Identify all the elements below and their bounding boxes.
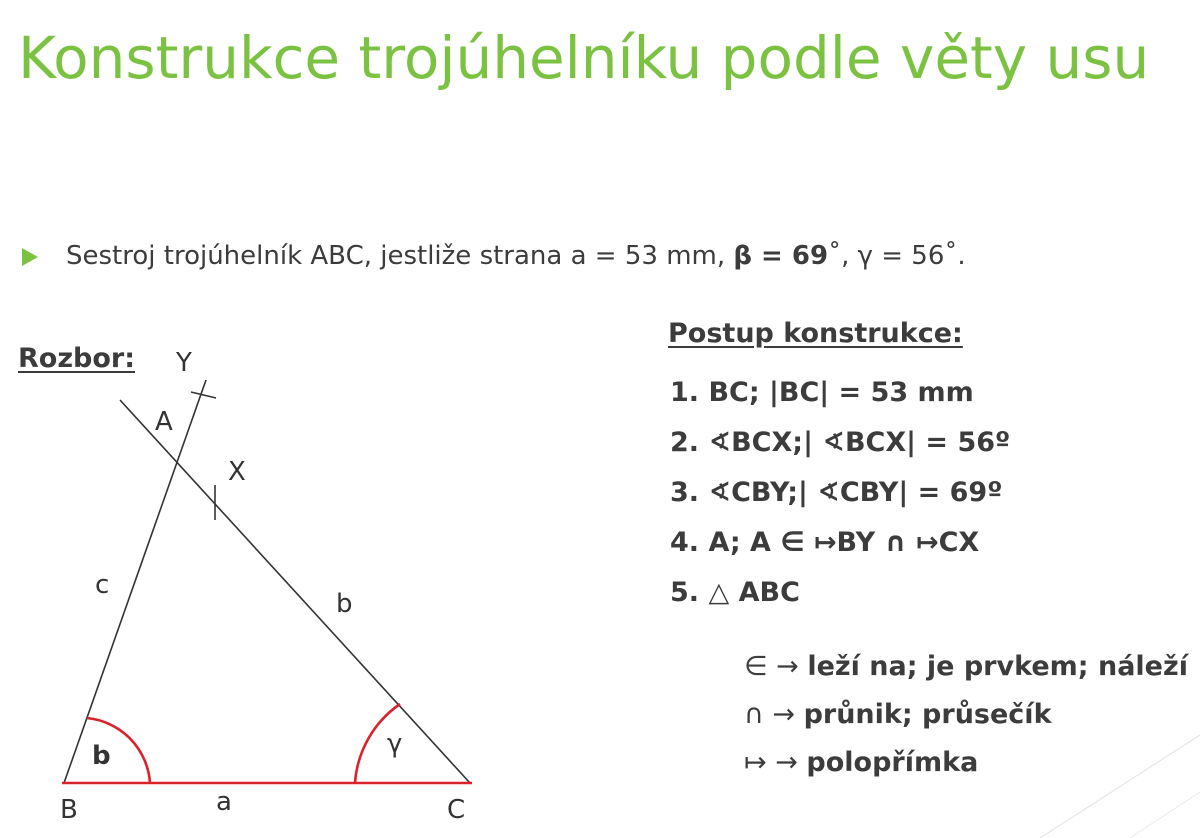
ray-cx — [120, 400, 470, 783]
label-angle-b: b — [92, 741, 111, 771]
corner-decoration-line — [1130, 792, 1200, 838]
analysis-heading: Rozbor: — [18, 343, 136, 374]
label-angle-gamma: γ — [387, 729, 403, 759]
procedure-step: 5. △ ABC — [670, 577, 800, 608]
procedure-step: 3. ∢CBY;| ∢CBY| = 69º — [670, 477, 1003, 508]
task-gamma: γ = 56 — [857, 241, 945, 271]
label-a-side: a — [216, 787, 232, 817]
legend-symbol: ∩ → — [744, 699, 804, 730]
procedure-step: 1. BC; |BC| = 53 mm — [670, 377, 974, 408]
page-title: Konstrukce trojúhelníku podle věty usu — [18, 24, 1150, 92]
task-text-main: Sestroj trojúhelník ABC, jestliže strana a = 53 mm, — [66, 241, 734, 271]
label-x: X — [228, 457, 246, 487]
ray-by — [64, 380, 206, 783]
label-c: c — [95, 570, 110, 600]
task-beta: β = 69 — [733, 241, 829, 271]
symbol-legend — [744, 643, 1188, 787]
legend-item — [744, 739, 1188, 787]
legend-text: leží na; je prvkem; náleží — [807, 651, 1188, 682]
legend-symbol: ↦ → — [744, 747, 807, 778]
task-comma: , — [841, 241, 858, 271]
procedure-heading: Postup konstrukce: — [668, 318, 963, 349]
legend-text: průnik; průsečík — [803, 699, 1052, 730]
procedure-steps — [670, 368, 1010, 618]
task-gamma-degree: ˚. — [944, 241, 966, 271]
procedure-step: 4. A; A ∈ ↦BY ∩ ↦CX — [670, 527, 980, 558]
task-beta-degree: ˚ — [828, 241, 842, 271]
label-c-vertex: C — [447, 795, 466, 825]
label-b-vertex: B — [60, 795, 78, 825]
legend-symbol: ∈ → — [744, 651, 808, 682]
tick-y — [191, 392, 216, 398]
label-b-side: b — [336, 589, 353, 619]
label-y: Y — [176, 348, 192, 378]
legend-item — [744, 691, 1188, 739]
procedure-step: 2. ∢BCX;| ∢BCX| = 56º — [670, 427, 1011, 458]
legend-text: polopřímka — [806, 747, 979, 778]
label-a-vertex: A — [155, 407, 173, 437]
legend-item — [744, 643, 1188, 691]
